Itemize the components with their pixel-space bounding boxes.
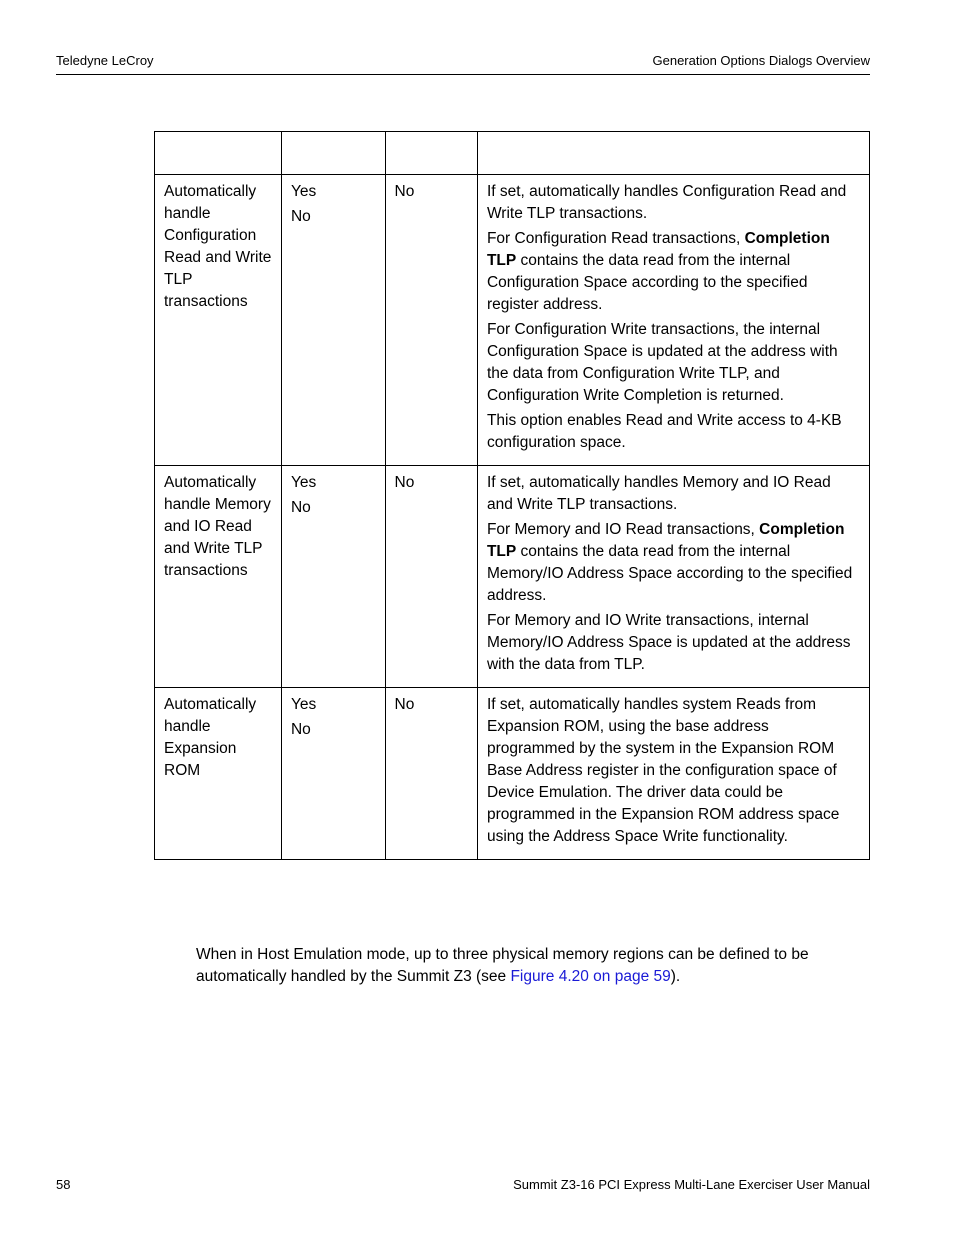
table-header-row	[155, 132, 870, 175]
description-paragraph: This option enables Read and Write access to 4-KB configuration space.	[486, 412, 842, 451]
option-name-cell: Automatically handle Configuration Read and Write TLP transactions	[155, 175, 282, 466]
option-description-cell	[477, 688, 869, 860]
table-header-cell	[281, 132, 385, 175]
option-value: Yes	[290, 183, 317, 200]
table-header-cell	[155, 132, 282, 175]
option-values-cell	[281, 688, 385, 860]
header-rule	[56, 74, 870, 75]
option-value: No	[290, 721, 311, 738]
option-description-cell	[477, 175, 869, 466]
manual-title: Summit Z3-16 PCI Express Multi-Lane Exerciser User Manual	[513, 1177, 870, 1192]
table-header-cell	[477, 132, 869, 175]
option-value: Yes	[290, 696, 317, 713]
description-paragraph: For Memory and IO Read transactions, Completion TLP contains the data read from the internal Memory/IO Address Space according to the specified address.	[486, 521, 853, 604]
option-value: No	[290, 208, 311, 225]
option-default-cell: No	[385, 688, 477, 860]
page-header-right: Generation Options Dialogs Overview	[652, 53, 870, 68]
page-number: 58	[56, 1177, 71, 1192]
figure-link[interactable]: Figure 4.20 on page 59	[510, 968, 671, 985]
option-default-cell: No	[385, 466, 477, 688]
description-paragraph: If set, automatically handles Configuration Read and Write TLP transactions.	[486, 183, 847, 222]
option-value: Yes	[290, 474, 317, 491]
option-values-cell	[281, 175, 385, 466]
table-row	[155, 175, 870, 466]
option-name-cell: Automatically handle Memory and IO Read and Write TLP transactions	[155, 466, 282, 688]
bold-term: Completion TLP	[486, 230, 830, 269]
table-row	[155, 466, 870, 688]
bold-term: Completion TLP	[486, 521, 845, 560]
option-name-cell: Automatically handle Expansion ROM	[155, 688, 282, 860]
option-description-cell	[477, 466, 869, 688]
option-value: No	[290, 499, 311, 516]
body-paragraph: When in Host Emulation mode, up to three physical memory regions can be defined to be automatically handled by the Summit Z3 (see Figure 4.20 on page 59).	[196, 946, 809, 985]
table-header-cell	[385, 132, 477, 175]
description-paragraph: For Configuration Read transactions, Completion TLP contains the data read from the internal Configuration Space according to the specified register address.	[486, 230, 830, 313]
table-row	[155, 688, 870, 860]
option-values-cell	[281, 466, 385, 688]
description-paragraph: If set, automatically handles Memory and IO Read and Write TLP transactions.	[486, 474, 831, 513]
description-paragraph: If set, automatically handles system Reads from Expansion ROM, using the base address programmed by the system in the Expansion ROM Base Address register in the configuration space of Device Emulation. The driver data could be programmed in the Expansion ROM address space using the Address Space Write functionality.	[486, 696, 840, 845]
description-paragraph: For Memory and IO Write transactions, internal Memory/IO Address Space is updated at the address with the data from TLP.	[486, 612, 851, 673]
page-header-left: Teledyne LeCroy	[56, 53, 154, 68]
options-table	[154, 131, 870, 860]
option-default-cell: No	[385, 175, 477, 466]
description-paragraph: For Configuration Write transactions, the internal Configuration Space is updated at the address with the data from Configuration Write TLP, and Configuration Write Completion is returned.	[486, 321, 838, 404]
